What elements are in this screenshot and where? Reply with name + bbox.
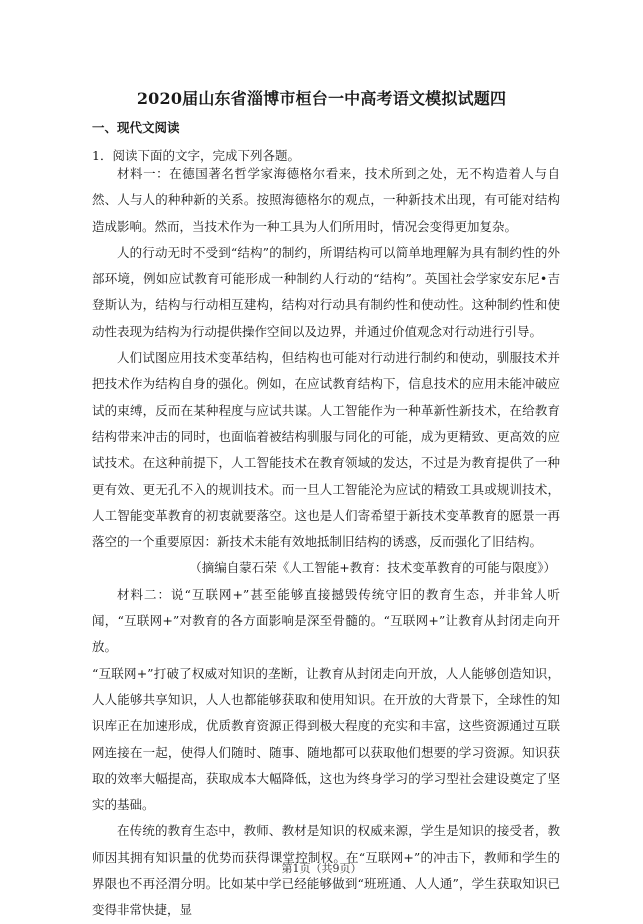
paragraph: 人的行动无时不受到“结构”的制约，所谓结构可以简单地理解为具有制约性的外部环境，例如应试教育可能形成一种制约人行动的“结构”。英国社会学家安东尼•吉登斯认为，结构与行动相互建构，结构对行动具有制约性和使动性。这种制约性和使动性表现为结构为行动提供操作空间以及边界，并通过价值观念对行动进行引导。 bbox=[92, 244, 560, 339]
paragraph: 人们试图应用技术变革结构，但结构也可能对行动进行制约和使动，驯服技术并把技术作为结构自身的强化。例如，在应试教育结构下，信息技术的应用未能冲破应试的束缚，反而在某种程度与应试共谋。人工智能作为一种革新性新技术，在给教育结构带来冲击的同时，也面临着被结构驯服与同化的可能，成为更精致、更高效的应试技术。在这种前提下，人工智能技术在教育领域的发达，不过是为教育提供了一种更有效、更无孔不入的规训技术。而一旦人工智能沦为应试的精致工具或规训技术，人工智能变革教育的初衷就要落空。这也是人们寄希望于新技术变革教育的愿景一再落空的一个重要原因：新技术未能有效地抵制旧结构的诱惑，反而强化了旧结构。 bbox=[92, 350, 560, 550]
page-footer: 第1页（共9页） bbox=[281, 862, 362, 875]
reading-passage bbox=[92, 161, 560, 924]
source-citation: （摘编自蒙石荣《人工智能+教育：技术变革教育的可能与限度》） bbox=[189, 560, 556, 576]
question-prompt: 1．阅读下面的文字，完成下列各题。 bbox=[92, 148, 300, 163]
page-title: 2020届山东省淄博市桓台一中高考语文模拟试题四 bbox=[136, 89, 507, 108]
paragraph: “互联网+”打破了权威对知识的垄断，让教育从封闭走向开放，人人能够创造知识，人人能够共享知识，人人也都能够获取和使用知识。在开放的大背景下，全球性的知识库正在加速形成，优质教育资源正得到极大程度的充实和丰富，这些资源通过互联网连接在一起，使得人们随时、随事、随地都可以获取他们想要的学习资源。知识获取的效率大幅提高，获取成本大幅降低，这也为终身学习的学习型社会建设奠定了坚实的基础。 bbox=[92, 665, 560, 813]
section-heading: 一、现代文阅读 bbox=[92, 120, 180, 135]
paragraph: 材料一：在德国著名哲学家海德格尔看来，技术所到之处，无不构造着人与自然、人与人的种种新的关系。按照海德格尔的观点，一种新技术出现，有可能对结构造成影响。然而，当技术作为一种工具为人们所用时，情况会变得更加复杂。 bbox=[92, 166, 560, 234]
paragraph: 在传统的教育生态中，教师、教材是知识的权威来源，学生是知识的接受者，教师因其拥有知识量的优势而获得课堂控制权。在“互联网+”的冲击下，教师和学生的界限也不再泾渭分明。比如某中学已经能够做到“班班通、人人通”，学生获取知识已变得非常快捷，显 bbox=[92, 823, 560, 918]
paragraph: 材料二：说“互联网+”甚至能够直接撼毁传统守旧的教育生态，并非耸人听闻，“互联网+”对教育的各方面影响是深至骨髓的。“互联网+”让教育从封闭走向开放。 bbox=[92, 586, 560, 655]
